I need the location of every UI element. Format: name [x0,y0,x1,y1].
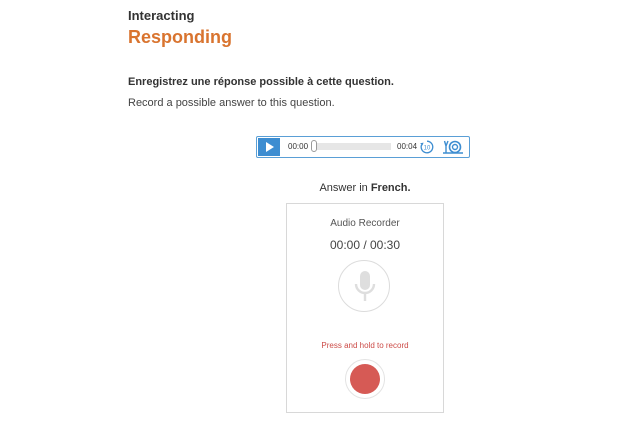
current-time: 00:00 [288,142,309,151]
audio-player [256,136,470,158]
microphone-indicator [338,260,390,312]
answer-language: French. [370,182,411,194]
section-label: Interacting [128,8,195,23]
instruction-english: Record a possible answer to this question. [128,97,335,109]
slow-playback-snail-icon[interactable] [441,138,465,156]
recorder-time: 00:00 / 00:30 [329,238,401,252]
answer-prefix: Answer in [319,182,371,194]
replay-icon[interactable] [419,139,435,155]
audio-recorder [286,203,444,413]
microphone-icon [352,270,378,304]
progress-thumb[interactable] [311,140,317,152]
recorder-title: Audio Recorder [330,218,400,229]
total-time: 00:04 [397,142,418,151]
progress-track[interactable] [313,143,391,150]
instruction-french: Enregistrez une réponse possible à cette question. [128,76,394,88]
section-title: Responding [128,27,232,47]
play-icon [266,142,274,152]
record-button-ring[interactable] [345,359,385,399]
play-button[interactable] [258,138,280,156]
record-button[interactable] [350,364,380,394]
answer-language-prompt [0,182,640,194]
record-hint: Press and hold to record [321,341,409,350]
replay-badge: 10 [423,145,431,152]
